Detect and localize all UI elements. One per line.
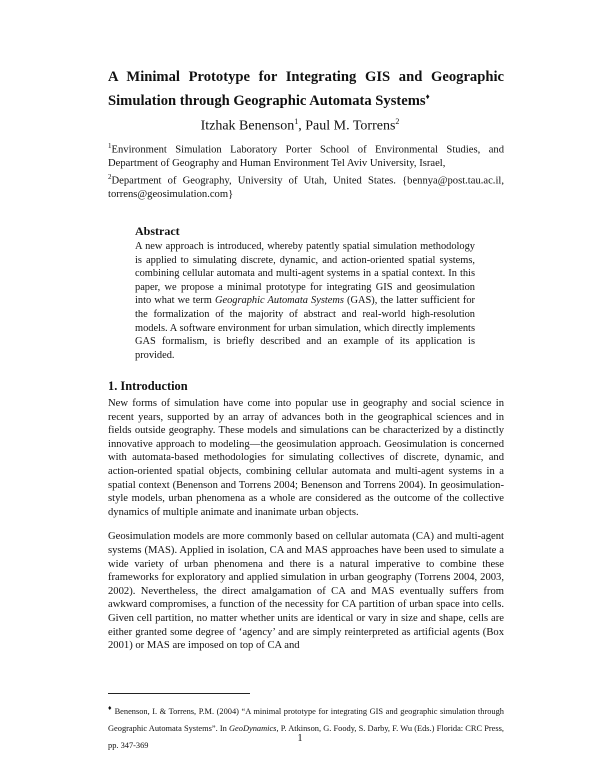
author-1: Itzhak Benenson (200, 118, 295, 134)
abstract-heading: Abstract (135, 224, 180, 238)
abstract (135, 223, 475, 362)
title-text: A Minimal Prototype for Integrating GIS and Geographic Simulation through Geographic Automata Systems (108, 69, 504, 109)
footnote-mark: ♦ (108, 704, 113, 712)
abstract-text-1: A new approach is introduced, whereby patently spatial simulation methodology is applied to simulating discrete, dynamic, and action-oriented spatial systems, combining cellular automata and multi-agent systems in a spatial context. In this paper, we propose a minimal prototype for integrating GIS and geosimulation into what we term (135, 241, 475, 307)
author-line (0, 113, 600, 136)
intro-paragraph-1: New forms of simulation have come into popular use in geography and social science in recent years, supported by an array of advances both in the geographical sciences and in fields outside geography. These models and simulations can be characterized by a distinctly innovative approach to modeling—the geosimulation approach. Geosimulation is concerned with automata-based methodologies for simulating collectives of discrete, dynamic, and action-oriented spatial objects, combining cellular automata and multi-agent systems in a spatial context (Benenson and Torrens 2004; Benenson and Torrens 2004). In geosimulation-style models, urban phenomena as a whole are considered as the outcome of the collective dynamics of multiple animate and inanimate urban objects. (108, 398, 504, 518)
affiliation-2-text: Department of Geography, University of Utah, United States. {bennya@post.tau.ac.il, torrens@geosimulation.com} (108, 175, 504, 200)
affiliation-1-text: Environment Simulation Laboratory Porter School of Environmental Studies, and Department of Geography and Human Environment Tel Aviv University, Israel, (108, 144, 504, 170)
section-heading: 1. Introduction (108, 379, 188, 393)
author-2: Paul M. Torrens (305, 118, 396, 134)
affiliation-1-sup: 1 (108, 142, 112, 150)
abstract-text-2: (GAS), the latter sufficient for the formalization of the majority of abstract and real-world high-resolution models. A software environment for urban simulation, which directly implements GAS formalism, is briefly described and an example of its application is provided. (135, 295, 475, 361)
section-introduction (108, 378, 504, 664)
affiliation-1 (108, 140, 504, 171)
author-2-sup: 2 (395, 117, 400, 126)
abstract-body (135, 240, 475, 362)
affiliations (108, 140, 504, 201)
page-number: 1 (297, 733, 303, 744)
footnote-italic: GeoDynamics (229, 723, 277, 733)
author-1-sup: 1 (294, 117, 299, 126)
paper-title (108, 68, 504, 111)
affiliation-2 (108, 171, 504, 202)
author-separator: , (298, 118, 306, 134)
footnote-text-2: , P. Atkinson, G. Foody, S. Darby, F. Wu (Eds.) Florida: CRC Press, pp. 347-369 (108, 723, 504, 750)
footnote (108, 700, 504, 754)
footnote-divider (108, 693, 250, 694)
footnote-text-1: Benenson, I. & Torrens, P.M. (2004) “A minimal prototype for integrating GIS and geographic simulation through Geographic Automata Systems”. In (108, 706, 504, 733)
abstract-term-italic: Geographic Automata Systems (214, 295, 344, 307)
affiliation-2-sup: 2 (108, 172, 112, 181)
title-footnote-mark: ♦ (425, 92, 430, 101)
intro-paragraph-2: Geosimulation models are more commonly based on cellular automata (CA) and multi-agent systems (MAS). Applied in isolation, CA and MAS approaches have been used to simulate a wide variety of urban phenomena and there is a natural imperative to combine these frameworks for exploratory and applied simulation in urban geography (Torrens 2004, 2003, 2002). Nevertheless, the direct amalgamation of CA and MAS eventually suffers from awkward compromises, a function of the necessity for CA partition of urban space into cells. Given cell partition, no matter whether units are identical or vary in size and shape, cells are either granted some degree of ‘agency’ and are simply reinterpreted as artificial agents (Box 2001) or MAS are imposed on top of CA and (108, 531, 504, 652)
